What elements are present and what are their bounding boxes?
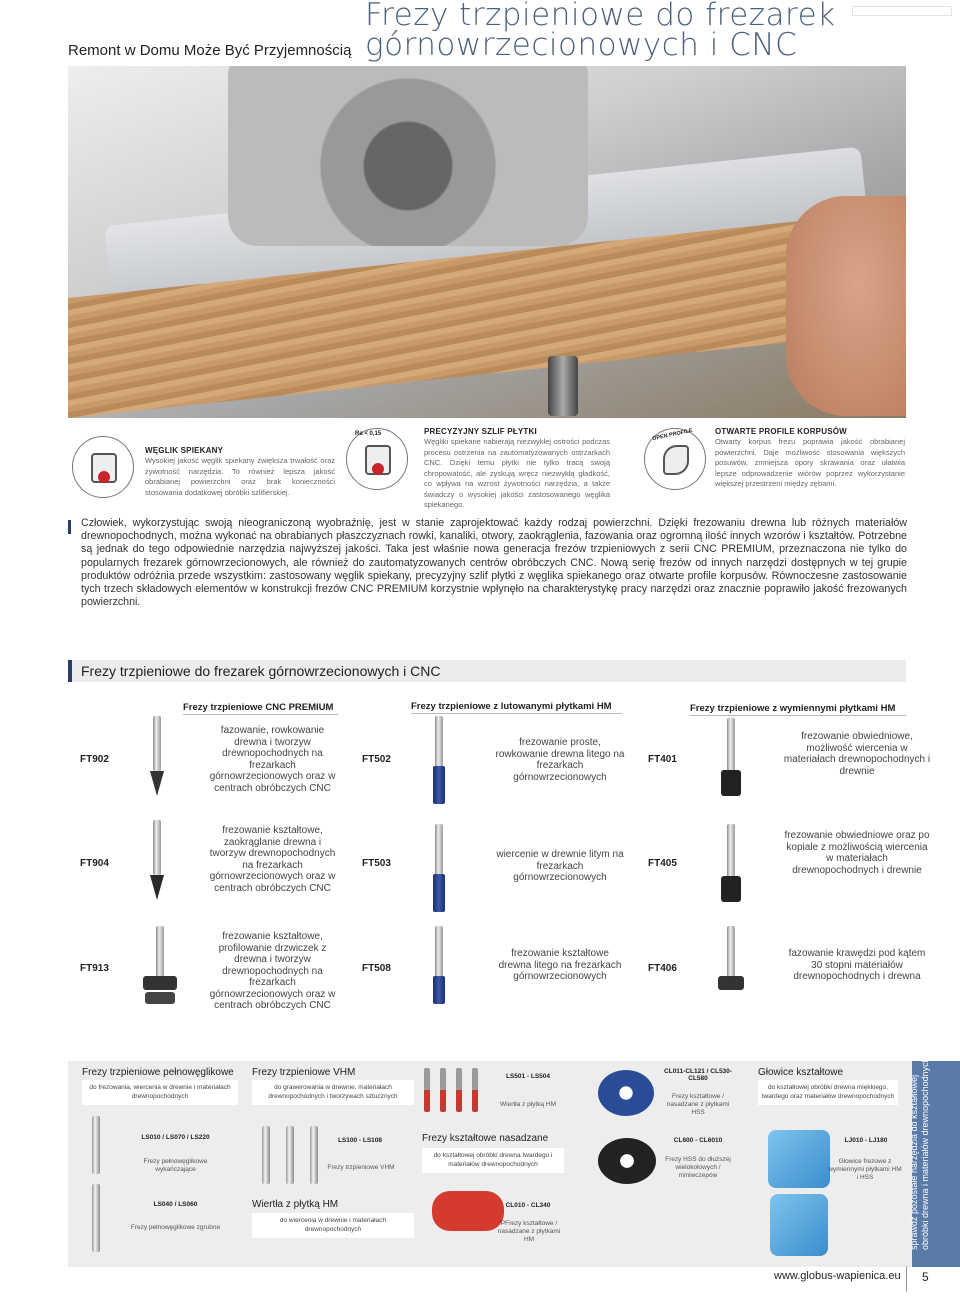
group-item-code: CL010 - CL340 — [505, 1202, 551, 1209]
router-bit-chamfer — [724, 926, 738, 1006]
router-bit-bearing — [724, 824, 738, 904]
group-item-code: LS501 - LS504 — [505, 1073, 551, 1080]
footer-url[interactable]: www.globus-wapienica.eu — [774, 1270, 901, 1282]
intro-paragraph: Człowiek, wykorzystując swoją nieograniczoną wyobraźnię, jest w stanie zaprojektować każdy rodzaj powierzchni. Dzięki frezowaniu drewna lub różnych materiałów drewnopochodnych, można wykonać na obrabianych płaszczyznach rowki, kanaliki, otwory, zaokrąglenia, fazowania oraz ogromną ilość innych wzorów i kształtów. Potrzebne są jednak do tego odpowiednie narzędzia najwyższej jakości. Taka jest właśnie nowa generacja frezów trzpieniowych z serii CNC PREMIUM, przeznaczona nie tylko do popularnych frezarek górnowrzecionowych, ale również do zautomatyzowanych centrów obróbczych CNC. Nową serię frezów od innych narzędzi dostępnych w tej grupie produktów odróżnia przede wszystkim: zastosowany węglik spiekany, precyzyjny szlif płytki z węglika spiekanego oraz otwarte profile korpusów. Równoczesne zastosowanie tych trzech składowych elementów w konstrukcji frezów CNC PREMIUM korzystnie wpłynęło na charakterystykę pracy narzędzi oraz znacznie poprawiło jakość frezowanych powierzchni. — [81, 517, 907, 609]
product-code: FT401 — [648, 754, 677, 765]
group-desc: do kształtowej obróbki drewna miękkiego, twardego oraz materiałów drewnopochodnych — [758, 1080, 898, 1105]
product-code: FT904 — [80, 858, 109, 869]
column-rule — [411, 713, 622, 714]
router-bit-straight — [432, 716, 446, 801]
group-title: Frezy trzpieniowe pełnowęglikowe — [82, 1067, 234, 1078]
footer-divider — [906, 1266, 907, 1292]
page-number: 5 — [922, 1270, 929, 1284]
group-item-code: LJ010 - LJ180 — [844, 1137, 888, 1144]
column-rule — [690, 715, 906, 716]
column-title-premium: Frezy trzpieniowe CNC PREMIUM — [183, 702, 334, 713]
group-item-sub: Frezy trzpieniowe VHM — [327, 1164, 395, 1171]
group-item-code: LS010 / LS070 / LS220 — [141, 1134, 210, 1141]
drill-bit-image — [456, 1068, 462, 1112]
carbide-bit-image — [92, 1116, 100, 1174]
precision-icon-label: Ra < 0,15 — [355, 431, 382, 437]
product-desc: frezowanie kształtowe drewna litego na frezarkach górnowrzecionowych — [498, 948, 622, 982]
router-bit-replaceable — [724, 718, 738, 798]
product-code: FT502 — [362, 754, 391, 765]
drill-bit-image — [440, 1068, 446, 1112]
router-bit-roundover — [150, 820, 164, 905]
product-code: FT508 — [362, 963, 391, 974]
column-title-replaceable: Frezy trzpieniowe z wymiennymi płytkami HM — [690, 703, 896, 714]
router-bit-drill — [432, 824, 446, 909]
intro-accent-bar — [68, 520, 71, 534]
hand — [786, 196, 906, 416]
group-item-code: LS040 / LS060 — [153, 1201, 198, 1208]
group-item-sub: PFrezy kształtowe / nasadzane z płytkami HM — [497, 1220, 561, 1243]
feature-title-carbide: WĘGLIK SPIEKANY — [145, 446, 224, 455]
side-strip-text: sprawdź pozostałe narzędzia do kształtowej obróbki drewna i materiałów drewnopochodnych — [909, 1057, 930, 1250]
router-motor — [228, 66, 588, 246]
product-desc: frezowanie proste, rowkowanie drewna litego na frezarkach górnowrzecionowych — [495, 737, 625, 783]
engraving-bit-image — [262, 1126, 270, 1184]
product-code: FT406 — [648, 963, 677, 974]
drill-bit-image — [472, 1068, 478, 1112]
product-code: FT902 — [80, 754, 109, 765]
group-title: Wiertła z płytką HM — [252, 1199, 339, 1210]
feature-title-precision: PRECYZYJNY SZLIF PŁYTKI — [424, 427, 537, 436]
engraving-bit-image — [286, 1126, 294, 1184]
group-desc: do kształtowej obróbki drewna twardego i materiałów drewnopochodnych — [422, 1148, 564, 1173]
column-title-soldered: Frezy trzpieniowe z lutowanymi płytkami HM — [411, 701, 612, 712]
column-rule — [183, 714, 338, 715]
page-title: Frezy trzpieniowe do frezarek górnowrzecionowych i CNC — [365, 0, 836, 63]
feature-text-precision: Węgliki spiekane nabierają niezwykłej ostrości podczas procesu ostrzenia na zautomatyzowanych ostrzarkach CNC. Dzięki temu płytki nie tylko tracą swoją chropowatość, ale zyskują wręcz niezwykłą gładkość, co wpływa na wzrost żywotności narzędzia, a także świadczy o wysokiej jakości zastosowanego węglika spiekanego. — [424, 437, 610, 509]
group-title: Frezy kształtowe nasadzane — [422, 1133, 549, 1144]
engraving-bit-image — [310, 1126, 318, 1184]
router-bit — [548, 356, 578, 416]
product-code: FT405 — [648, 858, 677, 869]
section-accent-mark — [68, 660, 72, 682]
group-desc: do frezowania, wiercenia w drewnie i materiałach drewnopochodnych — [82, 1080, 238, 1105]
section-title: Frezy trzpieniowe do frezarek górnowrzecionowych i CNC — [81, 663, 441, 679]
group-item-sub: Frezy pełnowęglikowe zgrubne — [130, 1224, 221, 1231]
router-bit-profile-set — [153, 926, 167, 1011]
section-header — [68, 660, 906, 682]
group-item-sub: Frezy kształtowe / nasadzane z płytkami HSS — [666, 1093, 730, 1116]
header-tagline: Remont w Domu Może Być Przyjemnością — [68, 42, 352, 59]
product-desc: fazowanie krawędzi pod kątem 30 stopni materiałów drewnopochodnych i drewna — [788, 948, 926, 982]
feature-title-open-profile: OTWARTE PROFILE KORPUSÓW — [715, 427, 847, 436]
group-item-code: CL600 - CL6010 — [673, 1137, 723, 1144]
open-profile-icon-label: OPEN PROFILE — [651, 427, 694, 443]
carbide-icon-dot — [98, 471, 110, 483]
group-item-sub: Frezy HSS do dłuższej wielokołowych / miniwczepów — [665, 1156, 731, 1179]
product-desc: frezowanie kształtowe, zaokrąglanie drewna i tworzyw drewnopochodnych na frezarkach górnowrzecionowych oraz w centrach obróbczych CNC — [209, 825, 336, 894]
logo-placeholder — [852, 6, 952, 16]
product-code: FT503 — [362, 858, 391, 869]
cutter-head-image — [768, 1130, 830, 1188]
product-desc: frezowanie obwiedniowe, możliwość wiercenia w materiałach drewnopochodnych i drewnie — [783, 731, 931, 777]
precision-grind-icon — [346, 428, 408, 490]
product-desc: frezowanie obwiedniowe oraz po kopiale z możliwością wiercenia w materiałach drewnopochodnych i drewnie — [784, 830, 930, 876]
group-desc: do grawerowania w drewnie, materiałach drewnopochodnych i tworzywach sztucznych — [252, 1080, 414, 1105]
group-title: Głowice kształtowe — [758, 1067, 844, 1078]
shaper-cutter-image — [598, 1070, 654, 1116]
open-profile-icon-body — [663, 445, 689, 475]
precision-icon-dot — [372, 463, 384, 475]
router-bit-v-groove — [150, 716, 164, 801]
carbide-icon — [72, 436, 134, 498]
group-item-code: CL011-CL121 / CL530-CL580 — [664, 1068, 732, 1082]
group-item-sub: Frezy pełnowęglikowe wykańczające — [143, 1158, 208, 1173]
product-code: FT913 — [80, 963, 109, 974]
finger-joint-cutter-image — [598, 1138, 656, 1184]
router-bit-shaped — [432, 926, 446, 1011]
group-item-sub: Wiertła z płytką HM — [500, 1101, 556, 1108]
feature-text-open-profile: Otwarty korpus frezu poprawia jakość obrabianej powierzchni. Daje możliwość stosowania większych posuwów, zmniejsza opory skrawania oraz ułatwia lepsze odprowadzenie wiórów poprzez wykorzystanie większej przestrzeni między zębami. — [715, 437, 905, 488]
drill-bit-image — [424, 1068, 430, 1112]
product-desc: wiercenie w drewnie litym na frezarkach górnowrzecionowych — [496, 849, 624, 883]
product-desc: frezowanie kształtowe, profilowanie drzwiczek z drewna i tworzyw drewnopochodnych na frezarkach górnowrzecionowych oraz w centrach obróbczych CNC — [209, 931, 336, 1011]
carbide-bit-image — [92, 1184, 100, 1252]
product-desc: fazowanie, rowkowanie drewna i tworzyw drewnopochodnych na frezarkach górnowrzecionowych oraz w centrach obróbczych CNC — [209, 725, 336, 794]
group-desc: do wiercenia w drewnie i materiałach drewnopochodnych — [252, 1213, 414, 1238]
group-title: Frezy trzpieniowe VHM — [252, 1067, 356, 1078]
group-item-code: LS100 - LS108 — [337, 1137, 383, 1144]
cutter-head-image — [770, 1194, 828, 1256]
group-item-sub: Głowice frezowe z wymiennymi płytkami HM i HSS — [828, 1158, 902, 1181]
hero-photo-router — [68, 66, 906, 418]
feature-text-carbide: Wysokiej jakość węglik spiekany zwiększa trwałość oraz żywotność narzędzia. To również lepsza jakość obrabianej powierzchni oraz brak konieczności stosowania dodatkowej obróbki szlifierskiej. — [145, 456, 335, 497]
